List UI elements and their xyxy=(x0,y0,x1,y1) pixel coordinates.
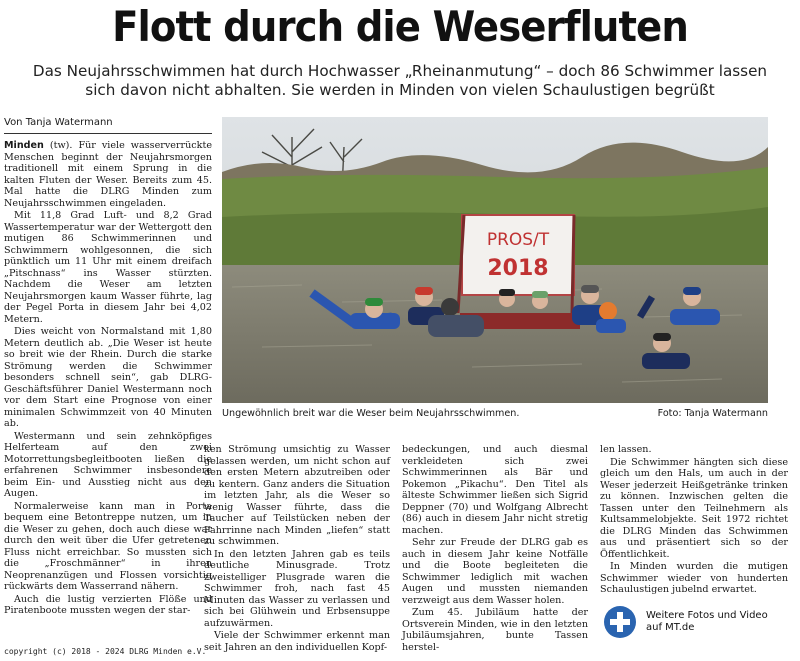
paragraph: In den letzten Jahren gab es teils deutliche Minusgrade. Trotz zweistelliger Plusgrade waren die Schwimmer froh, nach fast 45 Minuten das Wasser zu verlassen und sich bei Glühwein und Erbsensuppe aufzuwärmen. xyxy=(204,548,390,629)
more-photos-text xyxy=(646,610,796,634)
text-column-3 xyxy=(402,444,588,653)
paragraph: Sehr zur Freude der DLRG gab es auch in diesem Jahr keine Notfälle und die Boote begleiteten die Schwimmer lediglich mit wachen Augen und mussten niemanden verzweigt aus dem Wasser holen. xyxy=(402,537,588,606)
photo-credit: Foto: Tanja Watermann xyxy=(657,408,768,419)
paragraph: ken Strömung umsichtig zu Wasser gelassen werden, um nicht schon auf den ersten Metern abzutreiben oder zu kentern. Ganz anders die Situation im letzten Jahr, als die Weser so wenig Wasser führte, dass die Taucher auf Teilstücken neben der Fahrrinne nach Minden „liefen“ statt zu schwimmen. xyxy=(204,444,390,547)
article-subheadline: Das Neujahrsschwimmen hat durch Hochwasser „Rheinanmutung“ – doch 86 Schwimmer lassen sich davon nicht abhalten. Sie werden in Minden von vielen Schaulustigen begrüßt xyxy=(32,62,768,99)
paragraph: Mit 11,8 Grad Luft- und 8,2 Grad Wassertemperatur war der Wettergott den mutigen 86 Schwimmerinnen und Schwimmern wohlgesonnen, die sich pünktlich um 11 Uhr mit einem dreifach „Pitschnass“ ins Wasser stürzten. Nachdem die Weser am letzten Neujahrsmorgen kaum Wasser führte, lag der Pegel Porta in diesem Jahr bei 4,02 Metern. xyxy=(4,210,212,325)
copyright-notice: copyright (c) 2018 - 2024 DLRG Minden e.V. xyxy=(4,647,207,656)
more-photos-video-link[interactable] xyxy=(604,604,794,640)
dateline: Minden xyxy=(4,140,44,151)
text-column-2 xyxy=(204,444,390,653)
photo-caption-row xyxy=(222,408,768,420)
paragraph: Zum 45. Jubiläum hatte der Ortsverein Minden, wie in den letzten Jubiläumsjahren, bunte Tassen herstel- xyxy=(402,607,588,653)
banner-text-prosit: PROS/T xyxy=(486,230,550,250)
paragraph: Westermann und sein zehnköpfiges Helferteam auf den zwei Motorrettungsbegleitbooten ließen die erfahrenen Schwimmer insbesondere beim Ein- und Ausstieg nicht aus den Augen. xyxy=(4,430,212,499)
paragraph: Dies weicht von Normalstand mit 1,80 Metern deutlich ab. „Die Weser ist heute so breit wie der Rhein. Durch die starke Strömung werden die Schwimmer besonders schnell sein“, gab DLRG-Geschäftsführer Daniel Westermann noch vor dem Start eine Prognose von einer minimalen Schwimmzeit von 40 Minuten ab. xyxy=(4,326,212,429)
byline: Von Tanja Watermann xyxy=(4,116,212,134)
banner-text-year: 2018 xyxy=(487,256,549,281)
paragraph: Normalerweise kann man in Porta bequem eine Betontreppe nutzen, um in die Weser zu gehen, doch auch diese war durch den weit über die Ufer getretenen Fluss nicht erreichbar. So mussten sich die „Froschmänner“ in ihren Neoprenanzügen und Flossen vorsichtig rückwärts dem Wasserrand nähern. xyxy=(4,500,212,592)
paragraph: Die Schwimmer hängten sich diese gleich um den Hals, um auch in der Weser jederzeit Heißgetränke trinken zu können. Inzwischen gelten die Tassen unter den Teilnehmern als Kultsammelobjekte. Seit 1972 richtet die DLRG Minden das Schwimmen aus und präsentiert sich so der Öffentlichkeit. xyxy=(600,456,788,560)
more-photos-line2: auf MT.de xyxy=(646,622,695,633)
paragraph: Viele der Schwimmer erkennt man seit Jahren an den individuellen Kopf- xyxy=(204,630,390,653)
more-photos-line1: Weitere Fotos und Video xyxy=(646,610,768,621)
text-column-1 xyxy=(4,140,212,640)
article-headline: Flott durch die Weserfluten xyxy=(112,2,688,51)
photo-swimmers-weser xyxy=(222,117,768,403)
plus-circle-icon xyxy=(604,606,636,638)
text-column-4 xyxy=(600,444,788,600)
paragraph: len lassen. xyxy=(600,444,652,455)
photo-caption: Ungewöhnlich breit war die Weser beim Neujahrsschwimmen. xyxy=(222,408,520,419)
paragraph: Auch die lustig verzierten Flöße und Piratenboote mussten wegen der star- xyxy=(4,593,212,616)
article-photo xyxy=(222,117,768,403)
paragraph: In Minden wurden die mutigen Schwimmer wieder von hunderten Schaulustigen jubelnd erwartet. xyxy=(600,561,788,595)
paragraph: Minden (tw). Für viele wasserverrückte Menschen beginnt der Neujahrsmorgen traditionell mit einem Sprung in die kalten Fluten der Weser. Bereits zum 45. Mal hatte die DLRG Minden zum Neujahrsschwimmen eingeladen. xyxy=(4,140,212,209)
paragraph: bedeckungen, und auch diesmal verkleideten sich zwei Schwimmerinnen als Bär und Pokemon „Pikachu“. Den Titel als älteste Schwimmer ließen sich Sigrid Deppner (70) und Wolfgang Albrecht (86) auch in diesem Jahr nicht stretig machen. xyxy=(402,444,588,536)
